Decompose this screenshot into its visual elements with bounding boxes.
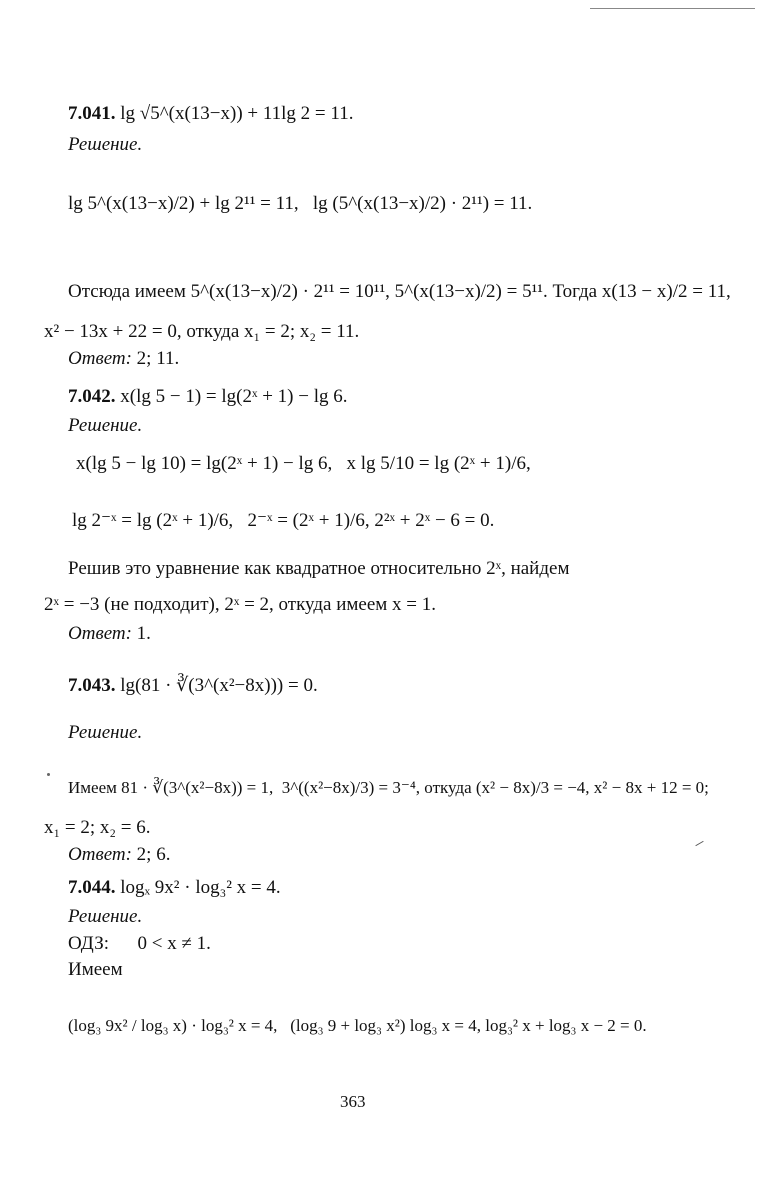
problem-number: 7.041. bbox=[68, 103, 116, 124]
solution-line: Решив это уравнение как квадратное относительно 2ˣ, найдем bbox=[68, 558, 570, 579]
solution-line: ОДЗ: 0 < x ≠ 1. bbox=[68, 933, 211, 954]
answer-label: Ответ: bbox=[68, 623, 132, 644]
solution-line: x₁ = 2; x₂ = 6. bbox=[44, 817, 151, 838]
answer-line bbox=[68, 622, 151, 646]
equation: lg(81 · ∛(3^(x²−8x))) = 0. bbox=[120, 675, 318, 696]
answer-label: Ответ: bbox=[68, 844, 132, 865]
answer-label: Ответ: bbox=[68, 348, 132, 369]
top-rule bbox=[590, 8, 755, 9]
equation: x(lg 5 − 1) = lg(2ˣ + 1) − lg 6. bbox=[120, 386, 348, 407]
problem-7-041 bbox=[68, 102, 353, 126]
solution-line: lg 5^(x(13−x)/2) + lg 2¹¹ = 11, lg (5^(x(13−x)/2) · 2¹¹) = 11. bbox=[68, 193, 533, 214]
problem-7-042 bbox=[68, 385, 348, 409]
problem-7-044 bbox=[68, 876, 281, 900]
solution-line: (log₃ 9x² / log₃ x) · log₃² x = 4, (log₃ 9 + log₃ x²) log₃ x = 4, log₃² x + log₃ x − 2 = 0. bbox=[68, 1016, 647, 1035]
page-number: 363 bbox=[340, 1092, 366, 1111]
problem-7-043 bbox=[68, 674, 318, 698]
solution-line: 2ˣ = −3 (не подходит), 2ˣ = 2, откуда имеем x = 1. bbox=[44, 594, 437, 615]
answer-line bbox=[68, 843, 170, 867]
problem-number: 7.042. bbox=[68, 386, 116, 407]
scan-mark bbox=[695, 841, 703, 846]
answer-value: 2; 6. bbox=[136, 844, 171, 865]
solution-line: Имеем bbox=[68, 959, 123, 980]
answer-line bbox=[68, 347, 179, 371]
solution-line: x(lg 5 − lg 10) = lg(2ˣ + 1) − lg 6, x lg 5/10 = lg (2ˣ + 1)/6, bbox=[76, 453, 531, 474]
equation: lg √5^(x(13−x)) + 11lg 2 = 11. bbox=[120, 103, 354, 124]
scan-speck bbox=[47, 773, 50, 776]
answer-value: 1. bbox=[136, 623, 151, 644]
solution-label: Решение. bbox=[68, 722, 143, 743]
equation: logₓ 9x² · log₃² x = 4. bbox=[120, 877, 281, 898]
answer-value: 2; 11. bbox=[136, 348, 180, 369]
solution-label: Решение. bbox=[68, 906, 143, 927]
solution-line: Отсюда имеем 5^(x(13−x)/2) · 2¹¹ = 10¹¹, 5^(x(13−x)/2) = 5¹¹. Тогда x(13 − x)/2 = 11, bbox=[68, 281, 731, 302]
solution-label: Решение. bbox=[68, 415, 143, 436]
solution-line: Имеем 81 · ∛(3^(x²−8x)) = 1, 3^((x²−8x)/3) = 3⁻⁴, откуда (x² − 8x)/3 = −4, x² − 8x + 12 = 0; bbox=[68, 778, 709, 797]
solution-line: lg 2⁻ˣ = lg (2ˣ + 1)/6, 2⁻ˣ = (2ˣ + 1)/6, 2²ˣ + 2ˣ − 6 = 0. bbox=[72, 510, 495, 531]
problem-number: 7.043. bbox=[68, 675, 116, 696]
solution-label: Решение. bbox=[68, 134, 143, 155]
problem-number: 7.044. bbox=[68, 877, 116, 898]
solution-line: x² − 13x + 22 = 0, откуда x₁ = 2; x₂ = 11. bbox=[44, 321, 360, 342]
